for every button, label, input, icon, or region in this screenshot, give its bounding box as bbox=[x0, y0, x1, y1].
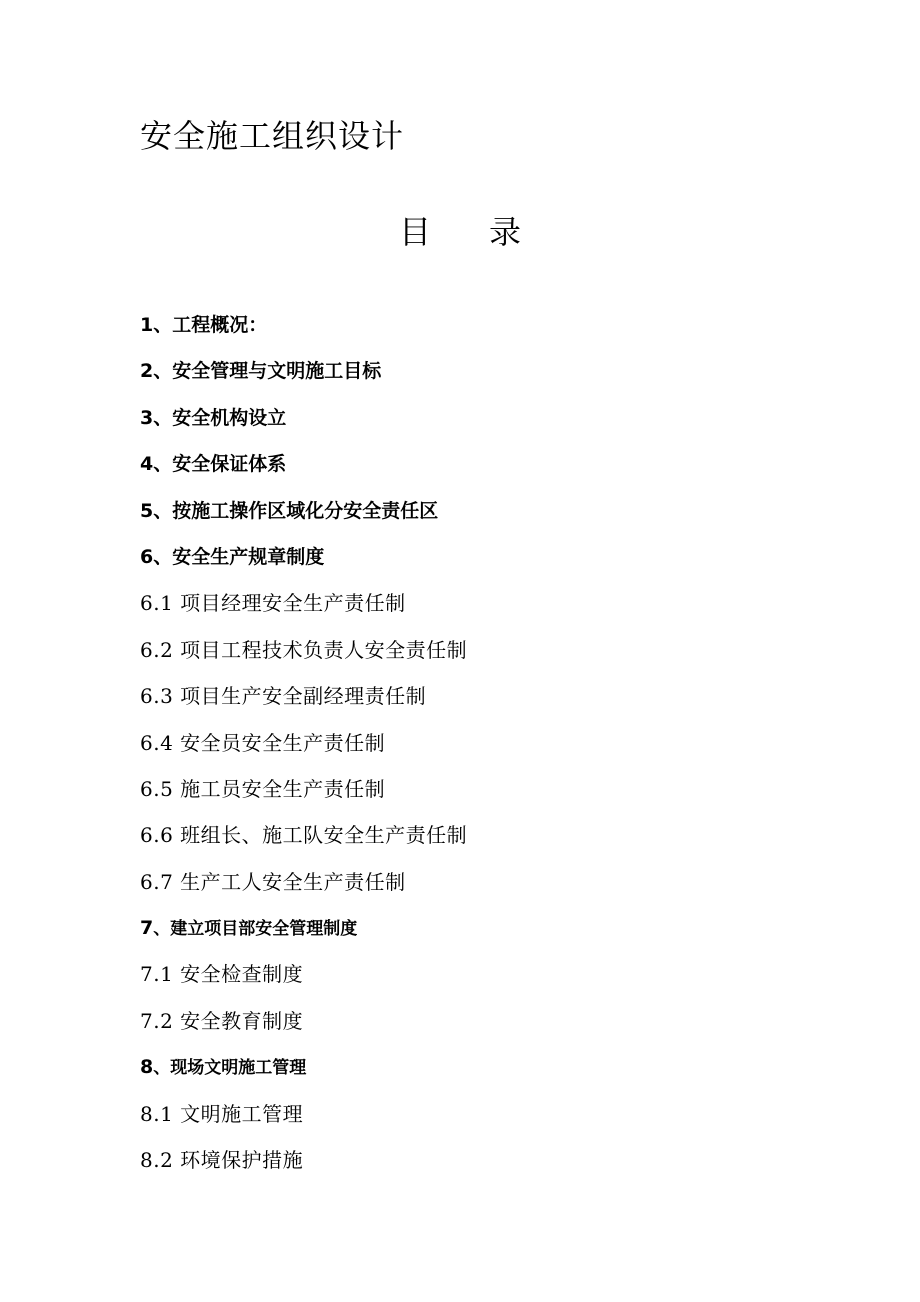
toc-entry-text: 安全员安全生产责任制 bbox=[180, 730, 386, 755]
toc-entry-text: 环境保护措施 bbox=[180, 1148, 304, 1173]
toc-entry[interactable] bbox=[140, 724, 840, 770]
document-title: 安全施工组织设计 bbox=[140, 117, 405, 155]
toc-entry-number: 7.2 bbox=[140, 1008, 174, 1033]
toc-entry[interactable] bbox=[140, 399, 840, 445]
toc-entry-text: 项目工程技术负责人安全责任制 bbox=[180, 637, 468, 662]
toc-entry-number: 4 bbox=[140, 453, 154, 476]
toc-entry-number: 6 bbox=[140, 545, 154, 568]
toc-heading-right: 录 bbox=[489, 213, 522, 251]
toc-entry[interactable] bbox=[140, 352, 840, 398]
toc-entry[interactable] bbox=[140, 631, 840, 677]
toc-entry-text: 、安全保证体系 bbox=[153, 453, 287, 476]
toc-entry[interactable] bbox=[140, 770, 840, 816]
toc-entry[interactable] bbox=[140, 1002, 840, 1048]
toc-entry[interactable] bbox=[140, 584, 840, 630]
toc-list bbox=[140, 306, 840, 1187]
toc-entry-number: 8.2 bbox=[140, 1148, 174, 1173]
toc-heading-left: 目 bbox=[398, 213, 431, 251]
toc-entry-number: 6.3 bbox=[140, 684, 174, 709]
toc-entry-number: 6.2 bbox=[140, 637, 174, 662]
toc-entry-number: 2 bbox=[140, 360, 154, 383]
toc-entry-number: 6.1 bbox=[140, 591, 174, 616]
toc-entry-number: 7.1 bbox=[140, 962, 174, 987]
toc-entry-number: 6.6 bbox=[140, 823, 174, 848]
toc-entry-text: 项目生产安全副经理责任制 bbox=[180, 684, 427, 709]
toc-entry-number: 6.7 bbox=[140, 869, 174, 894]
toc-entry-text: 班组长、施工队安全生产责任制 bbox=[180, 823, 468, 848]
toc-entry-text: 施工员安全生产责任制 bbox=[180, 776, 386, 801]
toc-entry-text: 生产工人安全生产责任制 bbox=[180, 869, 406, 894]
toc-entry[interactable] bbox=[140, 1141, 840, 1187]
toc-entry-text: 、工程概况： bbox=[153, 314, 268, 336]
toc-entry-number: 6.4 bbox=[140, 730, 174, 755]
toc-entry-text: 项目经理安全生产责任制 bbox=[180, 591, 406, 616]
toc-entry-text: 、安全管理与文明施工目标 bbox=[153, 360, 382, 383]
toc-entry-number: 8.1 bbox=[140, 1101, 174, 1126]
toc-entry-number: 1 bbox=[140, 314, 154, 336]
toc-entry-text: 安全检查制度 bbox=[180, 962, 304, 987]
toc-entry-text: 、按施工操作区域化分安全责任区 bbox=[153, 499, 439, 522]
toc-entry[interactable] bbox=[140, 306, 840, 352]
toc-entry[interactable] bbox=[140, 1095, 840, 1141]
toc-heading bbox=[0, 208, 920, 256]
toc-entry-number: 6.5 bbox=[140, 776, 174, 801]
toc-entry[interactable] bbox=[140, 445, 840, 491]
toc-entry[interactable] bbox=[140, 909, 840, 955]
toc-entry-text: 安全教育制度 bbox=[180, 1008, 304, 1033]
toc-entry-number: 7 bbox=[140, 917, 154, 940]
toc-entry[interactable] bbox=[140, 816, 840, 862]
toc-entry[interactable] bbox=[140, 677, 840, 723]
toc-entry-number: 8 bbox=[140, 1056, 154, 1079]
toc-entry[interactable] bbox=[140, 1048, 840, 1094]
toc-entry-text: 文明施工管理 bbox=[180, 1101, 304, 1126]
toc-entry-text: 、建立项目部安全管理制度 bbox=[153, 919, 358, 940]
toc-entry-text: 、现场文明施工管理 bbox=[153, 1058, 307, 1079]
toc-entry[interactable] bbox=[140, 492, 840, 538]
toc-entry-text: 、安全生产规章制度 bbox=[153, 545, 325, 568]
toc-entry-number: 5 bbox=[140, 499, 154, 522]
toc-entry-text: 、安全机构设立 bbox=[153, 406, 287, 429]
toc-entry[interactable] bbox=[140, 955, 840, 1001]
toc-entry[interactable] bbox=[140, 538, 840, 584]
toc-entry[interactable] bbox=[140, 863, 840, 909]
toc-entry-number: 3 bbox=[140, 406, 154, 429]
